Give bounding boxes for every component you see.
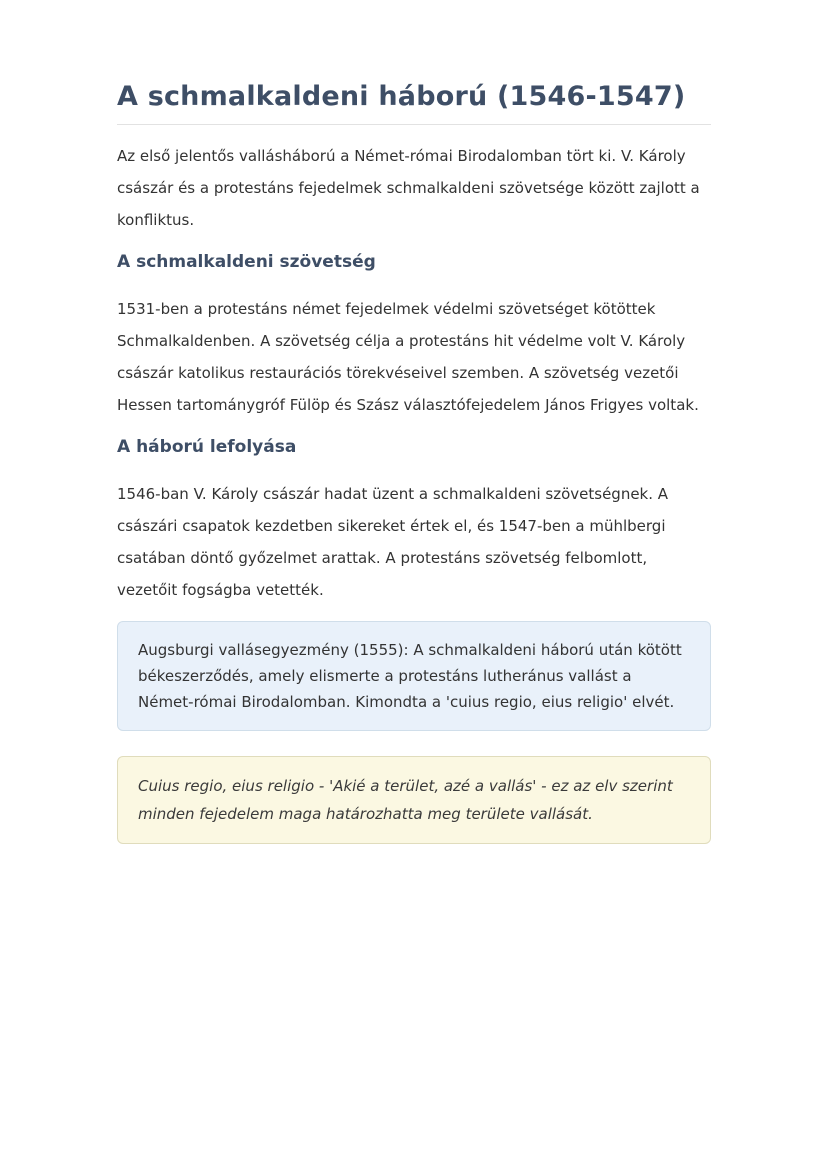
section-paragraph-lefolyasa: 1546-ban V. Károly császár hadat üzent a schmalkaldeni szövetségnek. A császári csapatok kezdetben sikereket értek el, és 1547-ben a mühlbergi csatában döntő győzelmet arattak. A protestáns szövetség felbomlott, vezetőit fogságba vetették. — [117, 485, 669, 599]
latin-quote-text: Cuius regio, eius religio - 'Akié a terület, azé a vallás' - ez az elv szerint minden fejedelem maga határozhatta meg területe vallását. — [138, 777, 673, 823]
definition-info-text: Augsburgi vallásegyezmény (1555): A schmalkaldeni háború után kötött békeszerződés, amely elismerte a protestáns lutheránus vallást a Német-római Birodalomban. Kimondta a 'cuius regio, eius religio' elvét. — [138, 641, 682, 711]
page-title: A schmalkaldeni háború (1546-1547) — [117, 81, 686, 112]
section-paragraph-szovetseg: 1531-ben a protestáns német fejedelmek védelmi szövetséget kötöttek Schmalkaldenben. A szövetség célja a protestáns hit védelme volt V. Károly császár katolikus restaurációs törekvéseivel szemben. A szövetség vezetői Hessen tartománygróf Fülöp és Szász választófejedelem János Frigyes voltak. — [117, 300, 699, 414]
document-page — [117, 0, 711, 844]
definition-info-box — [117, 621, 711, 731]
title-divider — [117, 124, 711, 125]
section-heading-szovetseg: A schmalkaldeni szövetség — [117, 252, 376, 272]
intro-paragraph: Az első jelentős vallásháború a Német-római Birodalomban tört ki. V. Károly császár és a protestáns fejedelmek schmalkaldeni szövetsége között zajlott a konfliktus. — [117, 147, 700, 229]
section-heading-lefolyasa: A háború lefolyása — [117, 437, 297, 457]
latin-quote-box — [117, 756, 711, 844]
